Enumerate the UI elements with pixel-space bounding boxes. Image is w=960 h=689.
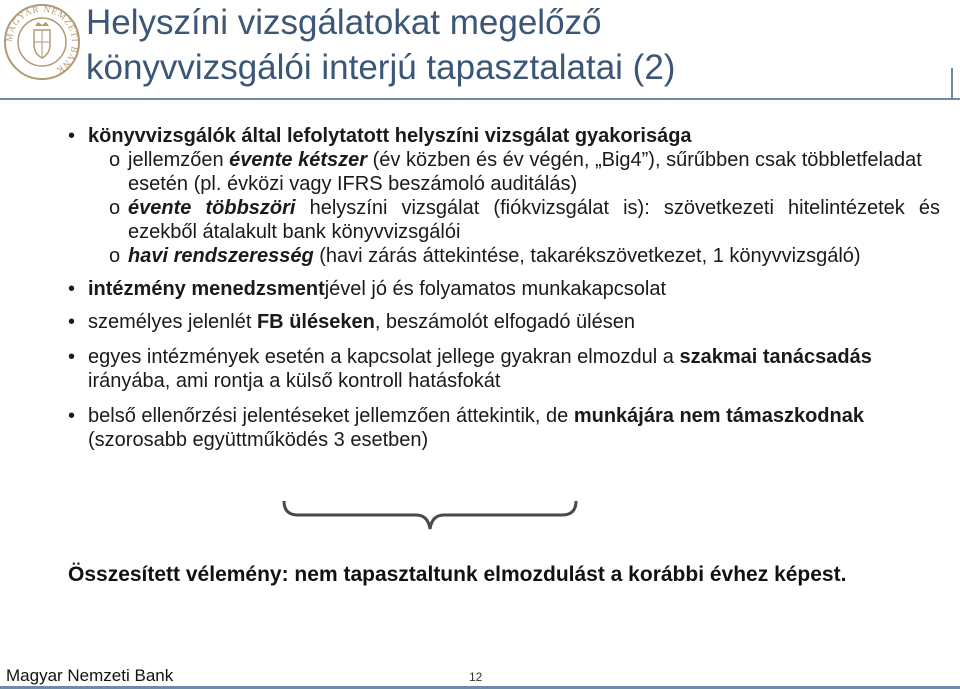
bullet-presence: • személyes jelenlét FB üléseken, beszámolót elfogadó ülésen xyxy=(60,310,940,334)
bullet-internal-audit: • belső ellenőrzési jelentéseket jellemzően áttekintik, de munkájára nem támaszkodnak (szorosabb együttműködés 3 esetben) xyxy=(60,404,940,452)
sub-bullet-several-times: o évente többszöri helyszíni vizsgálat (fiókvizsgálat is): szövetkezeti hitelintézetek és ezekből átalakult bank könyvvizsgálói xyxy=(109,197,940,243)
sub-bullet-marker: o xyxy=(109,197,121,219)
curly-brace-icon xyxy=(280,497,580,537)
emphasis-monthly: havi rendszeresség xyxy=(128,245,314,267)
bullet-advisory: • egyes intézmények esetén a kapcsolat jellege gyakran elmozdul a szakmai tanácsadás irányába, ami rontja a külső kontroll hatásfokát xyxy=(60,345,940,393)
logo-ring-text: MAGYAR NEMZETI BANK xyxy=(3,3,81,76)
sub-bullet-marker: o xyxy=(109,149,121,171)
bullet-frequency xyxy=(60,124,940,148)
title-divider xyxy=(0,98,960,100)
bullet-management: • intézmény menedzsmentjével jó és folyamatos munkakapcsolat xyxy=(60,277,940,301)
title-divider-corner xyxy=(951,68,953,100)
footer-bank-name: Magyar Nemzeti Bank xyxy=(6,666,174,685)
page-title-line-1: Helyszíni vizsgálatokat megelőző xyxy=(86,3,602,42)
emphasis-twice-yearly: évente kétszer xyxy=(229,149,368,171)
sub-bullet-twice-yearly: o jellemzően évente kétszer (év közben és év végén, „Big4”), sűrűbben csak többletfeladat esetén (pl. évközi vagy IFRS beszámoló auditálás) xyxy=(109,149,922,195)
summary-text: Összesített vélemény: nem tapasztaltunk elmozdulást a korábbi évhez képest. xyxy=(68,563,847,586)
page-number: 12 xyxy=(469,670,483,684)
page-title-line-2: könyvvizsgálói interjú tapasztalatai (2) xyxy=(86,48,676,87)
sub-bullet-monthly: o havi rendszeresség (havi zárás áttekintése, takarékszövetkezet, 1 könyvvizsgáló) xyxy=(109,245,861,267)
sub-bullet-marker: o xyxy=(109,245,121,267)
mnb-seal-icon xyxy=(2,2,82,82)
bullet-frequency-text: könyvvizsgálók által lefolytatott helyszíni vizsgálat gyakorisága xyxy=(88,125,692,147)
page-title xyxy=(86,0,946,90)
emphasis-several-times: évente többszöri xyxy=(128,197,296,219)
bullet-list xyxy=(60,124,940,452)
